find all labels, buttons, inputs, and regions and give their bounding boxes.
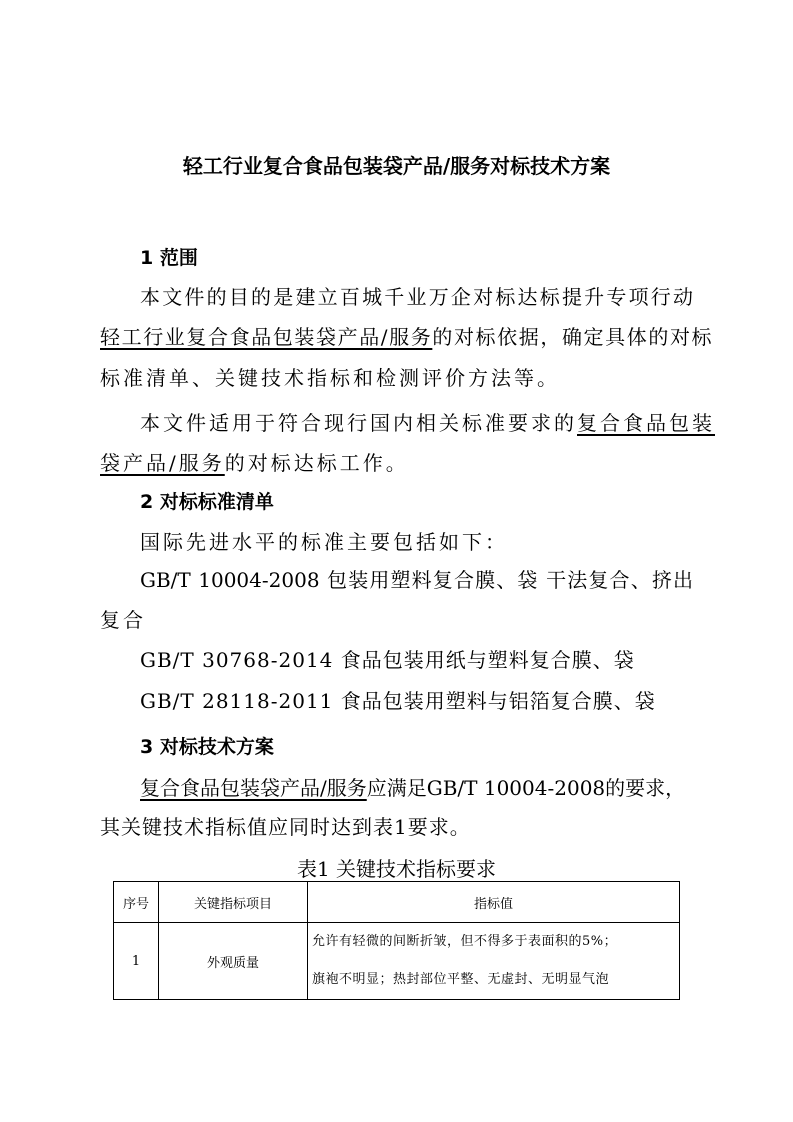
section-2-heading: 2 对标标准清单 <box>140 491 274 513</box>
cell-value <box>308 923 680 1000</box>
text: 的对标依据，确定具体的对标 <box>432 325 714 349</box>
table-row <box>114 923 680 1000</box>
header-item: 关键指标项目 <box>159 882 308 923</box>
key-indicators-table <box>113 881 680 1000</box>
paragraph-line: 其关键技术指标值应同时达到表1要求。 <box>100 815 471 839</box>
standard-item-cont: 复合 <box>100 608 146 632</box>
standard-item: GB/T 28118-2011 食品包装用塑料与铝箔复合膜、袋 <box>140 689 656 713</box>
table-caption: 表1 关键技术指标要求 <box>296 857 497 881</box>
product-name: 复合食品包装 <box>577 411 715 435</box>
product-name: 复合食品包装袋产品/服务 <box>140 776 367 800</box>
product-name: 轻工行业复合食品包装袋产品/服务 <box>100 325 433 349</box>
table-header-row <box>114 882 680 923</box>
product-name: 袋产品/服务 <box>100 451 225 475</box>
cell-item: 外观质量 <box>159 923 308 1000</box>
document-title: 轻工行业复合食品包装袋产品/服务对标技术方案 <box>182 154 611 178</box>
paragraph-line <box>140 775 693 801</box>
paragraph-line: 国际先进水平的标准主要包括如下： <box>140 530 508 554</box>
section-1-heading: 1 范围 <box>140 247 198 269</box>
header-no: 序号 <box>114 882 159 923</box>
text: 应满足GB/T 10004-2008的要求， <box>366 776 686 800</box>
section-3-heading: 3 对标技术方案 <box>140 736 274 758</box>
paragraph-line: 本文件的目的是建立百城千业万企对标达标提升专项行动 <box>140 285 693 309</box>
value-line: 允许有轻微的间断折皱，但不得多于表面积的5%； <box>312 934 618 949</box>
text: 的对标达标工作。 <box>224 451 409 475</box>
standard-item: GB/T 10004-2008 包装用塑料复合膜、袋 干法复合、挤出 <box>140 568 693 592</box>
paragraph-line <box>100 324 714 350</box>
text: 本文件适用于符合现行国内相关标准要求的 <box>140 411 577 435</box>
paragraph-line <box>100 450 693 476</box>
paragraph-line: 标准清单、关键技术指标和检测评价方法等。 <box>100 366 560 390</box>
paragraph-line <box>140 410 715 436</box>
value-line: 旗袍不明显；热封部位平整、无虚封、无明显气泡 <box>312 972 610 987</box>
header-value: 指标值 <box>308 882 680 923</box>
cell-no: 1 <box>114 923 159 1000</box>
standard-item: GB/T 30768-2014 食品包装用纸与塑料复合膜、袋 <box>140 648 635 672</box>
